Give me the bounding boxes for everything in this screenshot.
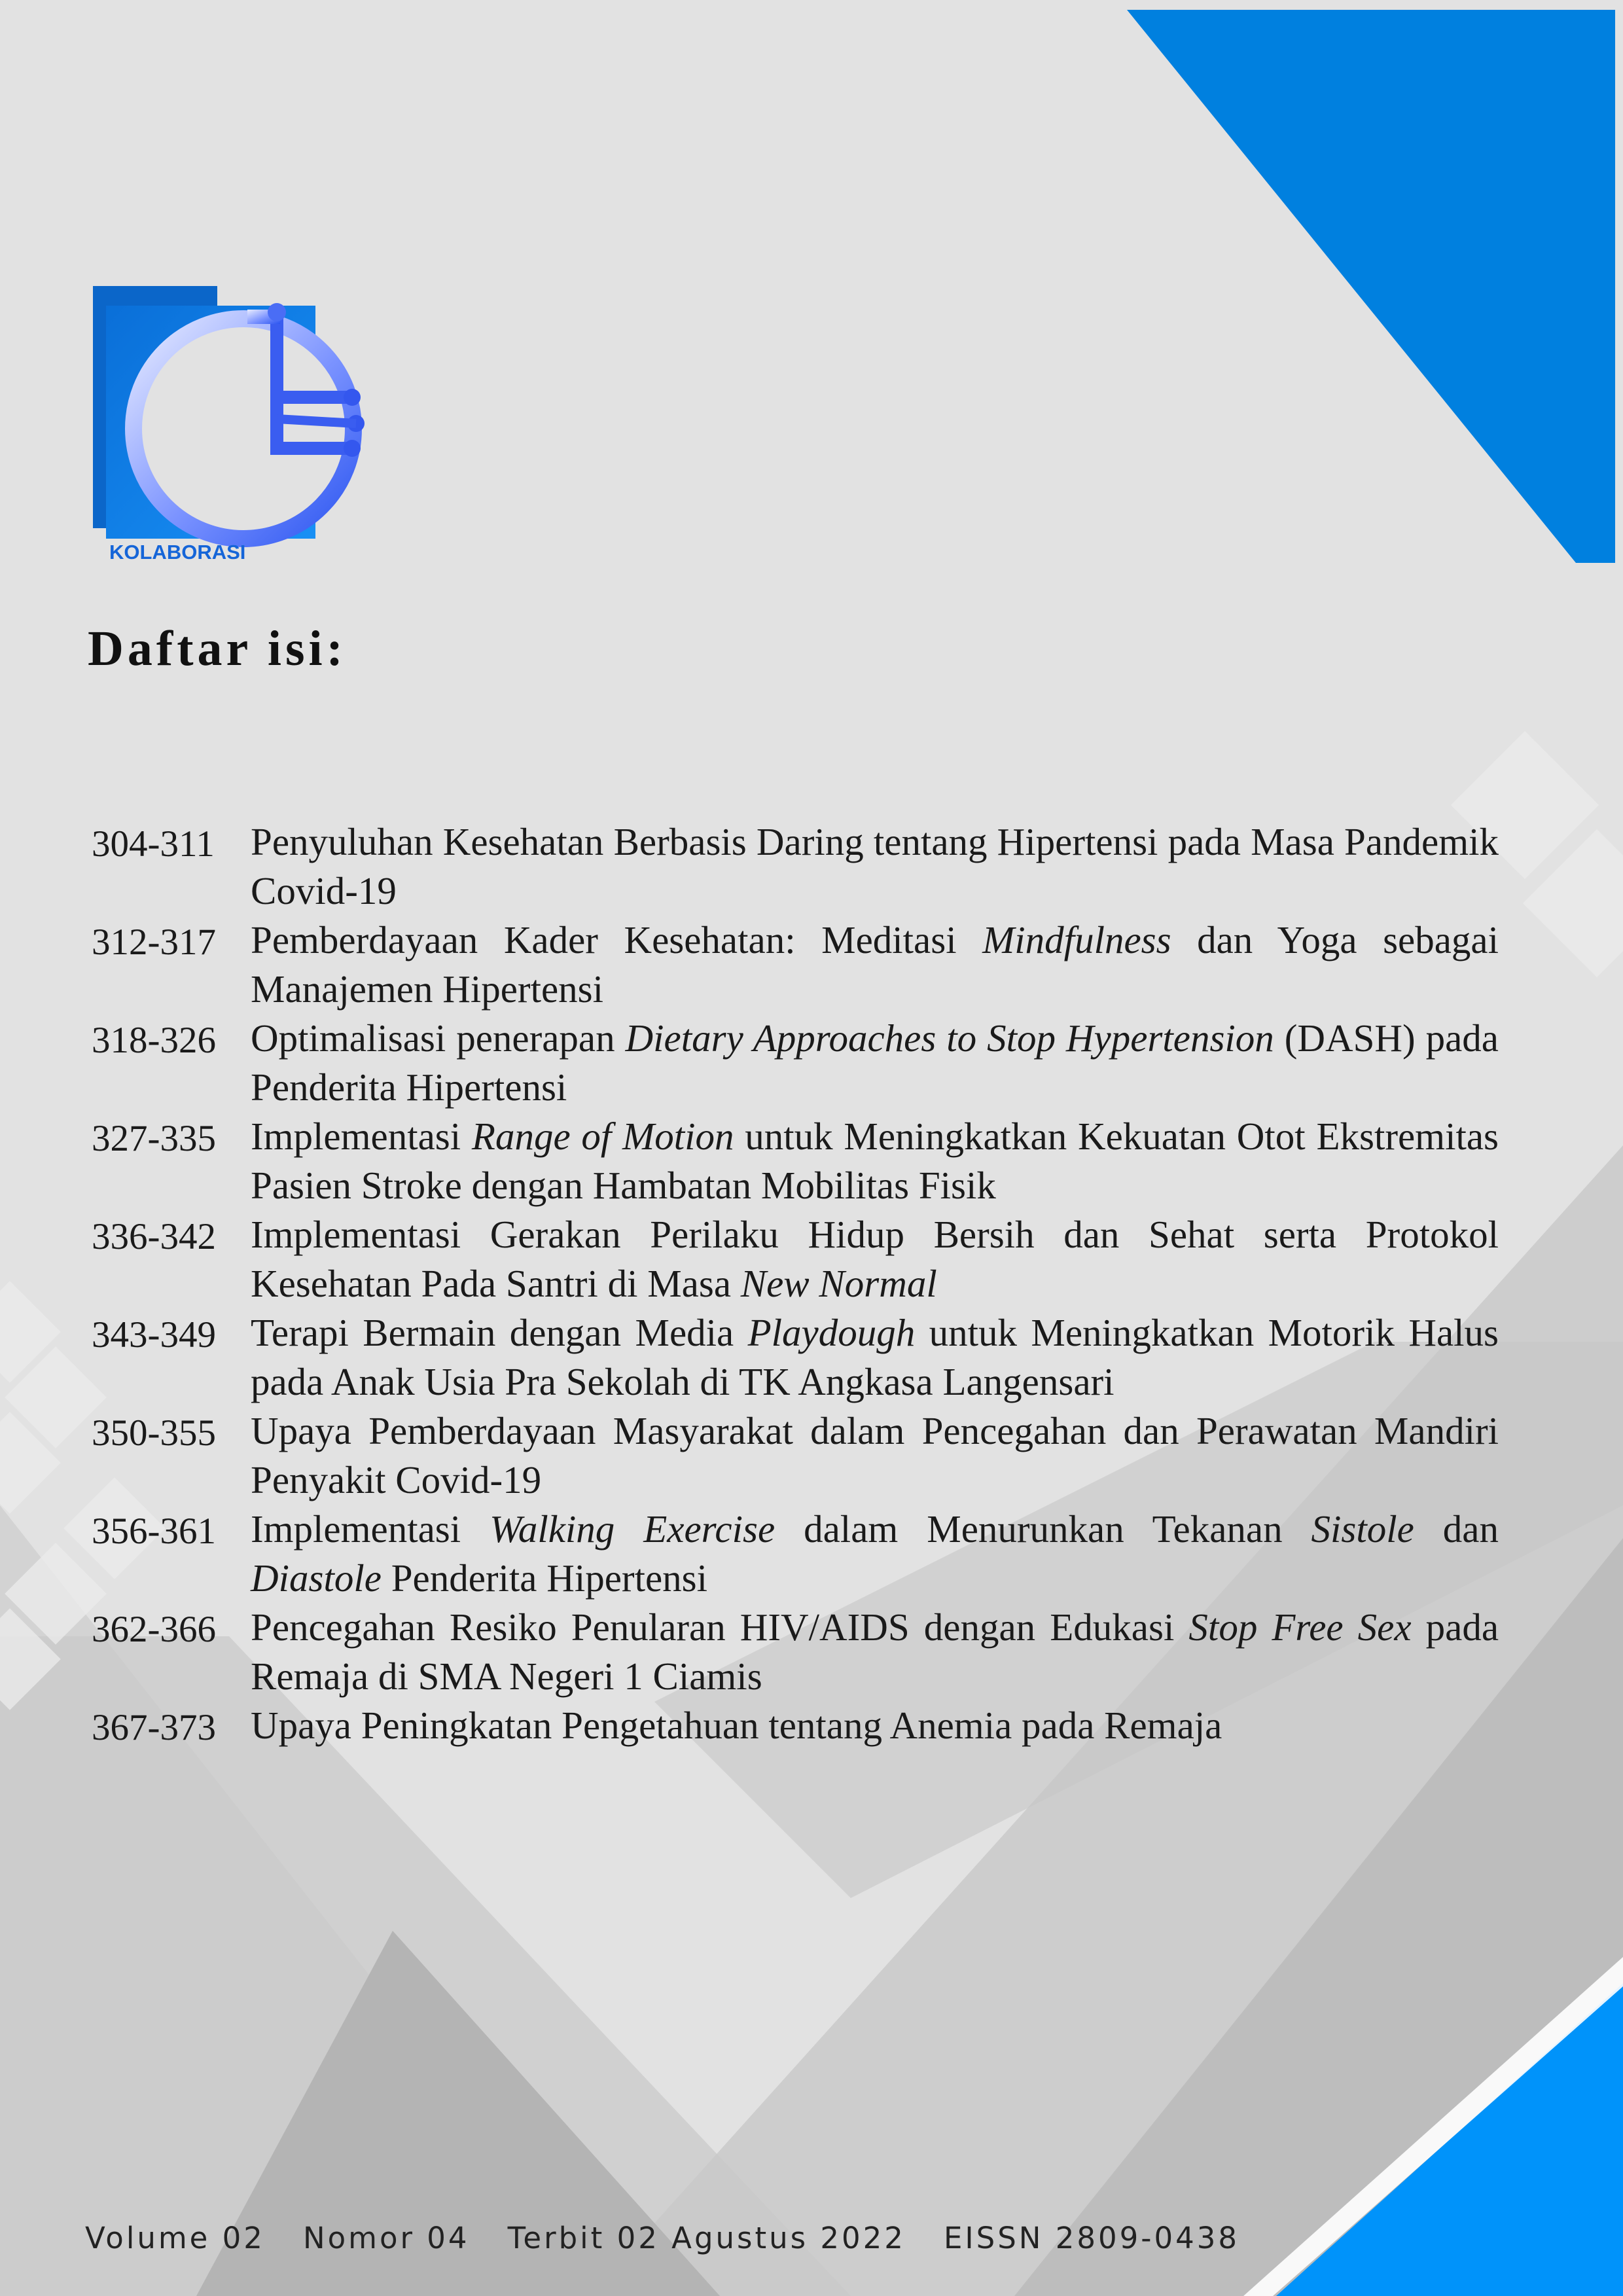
toc-title-segment: Penyuluhan Kesehatan Berbasis Daring tentang Hipertensi pada Masa Pandemik Covid-19 [251, 820, 1499, 912]
footer-terbit: Terbit 02 Agustus 2022 [507, 2221, 906, 2255]
toc-title-italic-segment: Dietary Approaches to Stop Hypertension [625, 1016, 1274, 1060]
toc-title-segment: Pemberdayaan Kader Kesehatan: Meditasi [251, 918, 983, 961]
toc-entry-title [251, 1407, 1499, 1505]
toc-title-segment: Upaya Peningkatan Pengetahuan tentang Anemia pada Remaja [251, 1704, 1222, 1747]
toc-title-segment: Penderita Hipertensi [381, 1556, 708, 1600]
toc-entry-title [251, 1210, 1499, 1308]
toc-title-segment: Optimalisasi penerapan [251, 1016, 626, 1060]
toc-entry[interactable] [92, 1014, 1499, 1112]
toc-title-italic-segment: Walking Exercise [490, 1507, 776, 1551]
toc-entry[interactable] [92, 1407, 1499, 1505]
toc-title-segment: dalam Menurunkan Tekanan [775, 1507, 1311, 1551]
table-of-contents [92, 817, 1499, 1752]
toc-title-segment: Implementasi Gerakan Perilaku Hidup Bersih dan Sehat serta Protokol Kesehatan Pada Santri di Masa [251, 1213, 1499, 1305]
toc-title-segment: pada Remaja di SMA Negeri 1 Ciamis [251, 1605, 1499, 1698]
toc-entry[interactable] [92, 1505, 1499, 1603]
toc-title-segment: Terapi Bermain dengan Media [251, 1311, 748, 1354]
toc-entry-title [251, 1308, 1499, 1407]
toc-entry-pages: 350-355 [92, 1412, 216, 1454]
toc-title-segment: dan [1414, 1507, 1499, 1551]
toc-entry-pages: 356-361 [92, 1511, 216, 1552]
toc-entry[interactable] [92, 1210, 1499, 1308]
toc-heading: Daftar isi: [88, 621, 347, 676]
toc-entry[interactable] [92, 1112, 1499, 1210]
toc-entry[interactable] [92, 1701, 1499, 1752]
kolaborasi-logo-icon [92, 285, 380, 566]
toc-title-segment: dan Yoga sebagai Manajemen Hipertensi [251, 918, 1499, 1011]
toc-title-segment: Pencegahan Resiko Penularan HIV/AIDS dengan Edukasi [251, 1605, 1189, 1649]
toc-entry-title [251, 1014, 1499, 1112]
toc-title-italic-segment: Mindfulness [982, 918, 1171, 961]
footer-volume: Volume 02 [85, 2221, 265, 2255]
toc-entry[interactable] [92, 1603, 1499, 1701]
toc-entry-title [251, 916, 1499, 1014]
toc-title-italic-segment: Playdough [747, 1311, 916, 1354]
toc-entry[interactable] [92, 1308, 1499, 1407]
toc-entry-pages: 362-366 [92, 1609, 216, 1650]
toc-entry[interactable] [92, 916, 1499, 1014]
toc-title-segment: Implementasi [251, 1115, 472, 1158]
toc-entry-title [251, 1505, 1499, 1603]
toc-entry-title [251, 1603, 1499, 1701]
toc-entry-pages: 343-349 [92, 1314, 216, 1355]
toc-entry-title [251, 817, 1499, 916]
toc-entry-pages: 318-326 [92, 1020, 216, 1061]
toc-title-italic-segment: Stop Free Sex [1188, 1605, 1412, 1649]
toc-title-segment: Implementasi [251, 1507, 490, 1551]
toc-title-italic-segment: New Normal [740, 1262, 937, 1305]
toc-title-segment: (DASH) pada Penderita Hipertensi [251, 1016, 1499, 1109]
toc-title-segment: untuk Meningkatkan Motorik Halus pada Anak Usia Pra Sekolah di TK Angkasa Langensari [251, 1311, 1499, 1403]
toc-entry[interactable] [92, 817, 1499, 916]
toc-title-segment: untuk Meningkatkan Kekuatan Otot Ekstremitas Pasien Stroke dengan Hambatan Mobilitas Fisik [251, 1115, 1499, 1207]
logo-text: KOLABORASI [109, 541, 246, 564]
footer-nomor: Nomor 04 [302, 2221, 470, 2255]
toc-entry-pages: 304-311 [92, 823, 215, 865]
toc-title-italic-segment: Diastole [251, 1556, 382, 1600]
toc-entry-pages: 327-335 [92, 1118, 216, 1159]
toc-entry-title [251, 1701, 1499, 1750]
toc-title-italic-segment: Range of Motion [471, 1115, 734, 1158]
toc-title-segment: Upaya Pemberdayaan Masyarakat dalam Pencegahan dan Perawatan Mandiri Penyakit Covid-19 [251, 1409, 1499, 1501]
toc-entry-title [251, 1112, 1499, 1210]
toc-entry-pages: 367-373 [92, 1707, 216, 1748]
toc-entry-pages: 336-342 [92, 1216, 216, 1257]
toc-title-italic-segment: Sistole [1311, 1507, 1414, 1551]
toc-entry-pages: 312-317 [92, 922, 216, 963]
footer-eissn: EISSN 2809-0438 [943, 2221, 1240, 2255]
footer [85, 2221, 1277, 2255]
